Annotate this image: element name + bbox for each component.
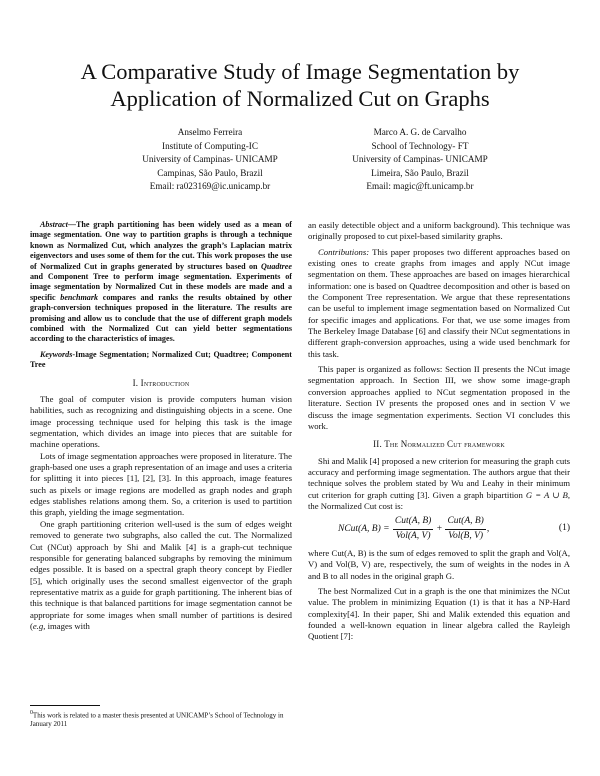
footnote: $^0$This work is related to a master thesis presented at UNICAMP’s School of Technology in January 2011 [30, 710, 284, 729]
footnote-rule [30, 705, 100, 706]
author-univ: University of Campinas- UNICAMP [142, 154, 278, 165]
keywords: Keywords-Image Segmentation; Normalized Cut; Quadtree; Component Tree [30, 349, 292, 370]
author-email: Email: ra023169@ic.unicamp.br [149, 181, 271, 192]
col2-paragraph-5: The best Normalized Cut in a graph is the one that minimizes the NCut value. The problem in minimizing Equation (1) is that it has a NP-Hard complexity[4]. In their paper, Shi and Malik extended this equation and founded a well-known equation in linear algebra called the Rayleigh Quotient [7]: [308, 585, 570, 642]
intro-paragraph-2: Lots of image segmentation approaches were proposed in literature. The graph-based one uses a graph representation of an image and uses a criteria for splitting it into pieces [1], [2], [3]. In this approach, image features such as pixels or image regions are modelled as graph nodes and graph edges stablishes relations among them. So, a criterion is used to partition this graph, yielding the image segmentation. [30, 450, 292, 518]
author-city: Limeira, São Paulo, Brazil [371, 167, 469, 178]
intro-paragraph-3: One graph partitioning criterion well-used is the sum of edges weight removed to generate two subgraphs, also called the cut. The Normalized Cut (NCut) approach by Shi and Malik [4] is a graph-cut technique responsible for generating balanced subgraphs by removing the minimum edges possible. It is based on a spectral graph theory concept by Fiedler [5], which originally uses the second smallest eigenvector of the graph representative matrix as a guide for graph partitioning. The inherent bias of this technique is that balanced partitions for image segmentation cannot be appropriate for some images when small number of partitions is desired (e.g, images with [30, 518, 292, 631]
eq-fraction-2: $\frac{\text{Cut(A, B)}}{\text{Vol(B, V)}}$ [447, 516, 484, 541]
author-email: Email: magic@ft.unicamp.br [366, 181, 474, 192]
equation-number: (1) [558, 523, 570, 534]
eq-lhs: NCut(A, B) = [338, 524, 390, 535]
footnote-mark: 0 [30, 710, 33, 716]
abstract-label: Abstract [40, 220, 68, 229]
author-name: Anselmo Ferreira [177, 127, 243, 137]
col2-paragraph-4: where Cut(A, B) is the sum of edges removed to split the graph and Vol(A, V) and Vol(B, V) are, respectively, the sum of weights in the nodes in A and B to all nodes in the original graph G. [308, 547, 570, 581]
title-line-1: A Comparative Study of Image Segmentation by [80, 59, 520, 84]
author-univ: University of Campinas- UNICAMP [352, 154, 488, 165]
right-column [308, 220, 570, 643]
section-heading-normalized-cut: II. The Normalized Cut framework [373, 439, 505, 450]
author-name: Marco A. G. de Carvalho [373, 127, 467, 137]
author-block-2 [300, 126, 540, 194]
contributions-paragraph: Contributions: This paper proposes two different approaches based on existing ones to create graphs from images and apply NCut image segmentation on them. These approaches are based on images hierarchical information: one is based on Quadtree decomposition and other is based on the Component Tree representation. We argue that these representations can be useful to implement image segmentation based on Normalized Cut for specific images and applications. For that, we use some images from The Berkeley Image Database [6] and classify their NCut segmentations in different graph-conversion approaches, using a wide used benchmark for this task. [308, 246, 570, 359]
section-heading-introduction: I. Introduction [132, 377, 190, 388]
abstract: Abstract—The graph partitioning has been widely used as a mean of image segmentation. One way to partition graphs is through a technique known as Normalized Cut, which analyzes the graph’s Laplacian matrix eigenvectors and uses some of them for the cut. This work proposes the use of Normalized Cut in graphs generated by structures based on Quadtree and Component Tree to perform image segmentation. Experiments of image segmentation by Normalized Cut in these models are made and a specific benchmark compares and ranks the results obtained by other graph-conversion techniques proposed in the literature. The results are promising and allow us to conclude that the use of different graph models combined with the Normalized Cut can yield better segmentations according to the characteristics of images. [30, 220, 292, 344]
eq-fraction-1: $\frac{\text{Cut(A, B)}}{\text{Vol(A, V)}}$ [394, 516, 432, 541]
abstract-benchmark: benchmark [60, 292, 99, 302]
equation-1: NCut(A, B) = $\frac{\text{Cut(A, B)}}{\text{Vol(A, V)}}$ + $\frac{\text{Cut(A, B)}}{\text{Vol(B, V)}}$ , (1) [338, 516, 570, 541]
ncut-paragraph: Shi and Malik [4] proposed a new criterion for measuring the graph cuts accuracy and performing image segmentation. The authors argue that their technique solves the problem stated by Wu and Leahy in their minimum cut criterion for graph cutting [3]. Given a graph bipartition G = A ∪ B, the Normalized Cut cost is: [308, 455, 570, 511]
author-dept: Institute of Computing-IC [162, 140, 258, 151]
title-line-2: Application of Normalized Cut on Graphs [110, 86, 490, 112]
author-dept: School of Technology- FT [371, 140, 469, 151]
author-city: Campinas, São Paulo, Brazil [157, 167, 263, 178]
left-column [30, 220, 292, 632]
paper-title [30, 58, 570, 113]
keywords-label: Keywords [40, 349, 73, 359]
contributions-label: Contributions: [318, 246, 370, 257]
intro-paragraph-1: The goal of computer vision is provide computers human vision habilities, such as recognizing and distinguishing objects in a scene. One image processing technique used for helping this task is the image segmentation, which divides an image into pieces that are suitable for machine operations. [30, 394, 292, 450]
author-block-1 [90, 126, 330, 194]
organization-paragraph: This paper is organized as follows: Section II presents the NCut image segmentation approach. In Section III, we show some image-graph conversion approaches applied to NCut segmentation proposed in the literature. Section IV presents the proposed ones and in section V we discuss the image segmentation experiments. Section VI concludes this work. [308, 364, 570, 431]
abstract-quadtree: Quadtree [260, 261, 292, 271]
col2-paragraph-0: an easily detectible object and a uniform background). This technique was originally proposed to cut pixel-based similarity graphs. [308, 220, 570, 242]
